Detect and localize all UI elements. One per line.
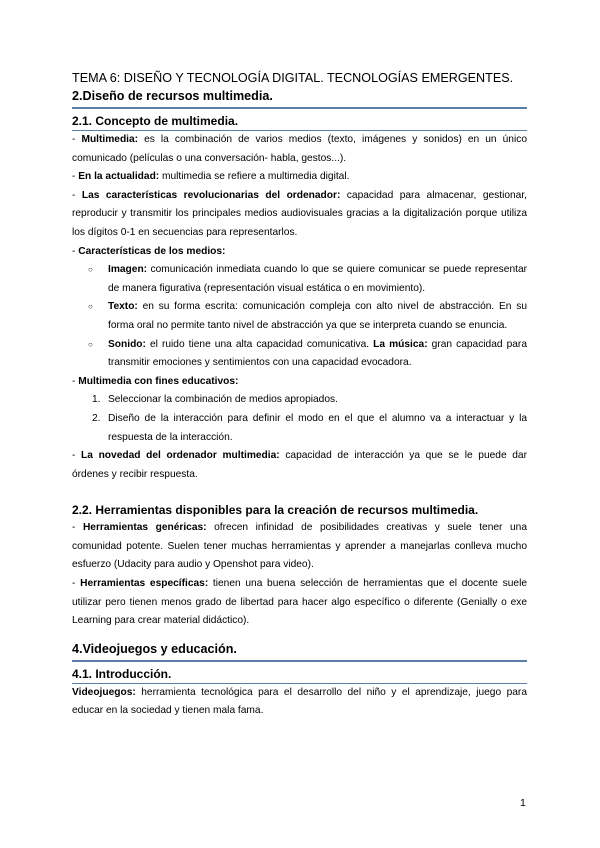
circle-bullet-icon: ○ [88, 339, 93, 349]
paragraph-videojuegos: Videojuegos: herramienta tecnológica para el desarrollo del niño y el aprendizaje, juego para educar en la sociedad y tienen mala fama. [72, 686, 527, 717]
section-heading-videojuegos: 4.Videojuegos y educación. [72, 641, 527, 662]
paragraph-actualidad: - En la actualidad: multimedia se refiere a multimedia digital. [72, 171, 350, 183]
page-number: 1 [520, 797, 526, 809]
paragraph-novedad-ordenador: - La novedad del ordenador multimedia: capacidad de interacción ya que se le puede dar órdenes y recibir respuesta. [72, 450, 527, 480]
term-novedad-ordenador: La novedad del ordenador multimedia: [81, 450, 280, 462]
paragraph-caracteristicas-medios: - Características de los medios: [72, 245, 226, 257]
subsection-heading-concepto: 2.1. Concepto de multimedia. [72, 113, 527, 131]
document-page [72, 70, 527, 721]
paragraph-herramientas-genericas: - Herramientas genéricas: ofrecen infinidad de posibilidades creativas y suele tener una comunidad potente. Suelen tener muchas herramientas y aprender a manejarlas conlleva mucho esfuerzo (Udacity para audio y Openshot para video). [72, 522, 527, 571]
subsection-heading-herramientas: 2.2. Herramientas disponibles para la creación de recursos multimedia. [72, 503, 479, 518]
term-herramientas-genericas: Herramientas genéricas: [82, 522, 207, 534]
circle-bullet-icon: ○ [88, 265, 93, 275]
numbered-item: 2. Diseño de la interacción para definir el modo en el que el alumno va a interactuar y la respuesta de la interacción. [92, 412, 527, 443]
paragraph-fines-educativos: - Multimedia con fines educativos: [72, 375, 239, 387]
term-videojuegos: Videojuegos: [72, 686, 136, 698]
subsection-heading-introduccion: 4.1. Introducción. [72, 666, 527, 684]
list-item: ○ Imagen: comunicación inmediata cuando lo que se quiere comunicar se puede representar de manera figurativa (representación visual estática o en movimiento). [72, 261, 527, 298]
paragraph-herramientas-especificas: - Herramientas específicas: tienen una buena selección de herramientas que el docente suele utilizar pero tienen menos grado de libertad para hacer algo específico o diferente (Genially o exe Learning para crear material didáctico). [72, 578, 527, 627]
list-item: ○ Texto: en su forma escrita: comunicación compleja con alto nivel de abstracción. En su forma oral no permite tanto nivel de abstracción ya que se interpreta cuando se enuncia. [72, 298, 527, 335]
section-heading-multimedia: 2.Diseño de recursos multimedia. [72, 88, 527, 109]
term-actualidad: En la actualidad: [78, 171, 160, 183]
term-fines-educativos: Multimedia con fines educativos: [78, 375, 239, 387]
numbered-item: 1. Seleccionar la combinación de medios apropiados. [92, 394, 338, 406]
document-title: TEMA 6: DISEÑO Y TECNOLOGÍA DIGITAL. TECNOLOGÍAS EMERGENTES. [72, 71, 514, 85]
paragraph-caracteristicas-ordenador: - Las características revolucionarias del ordenador: capacidad para almacenar, gestionar, reproducir y transmitir los principales medios audiovisuales gracias a la digitalización porque utiliza los dígitos 0-1 en secuencias para representarlos. [72, 189, 527, 238]
term-herramientas-especificas: Herramientas específicas: [80, 578, 209, 590]
term-caracteristicas-ordenador: Las características revolucionarias del ordenador: [81, 189, 341, 201]
circle-bullet-icon: ○ [88, 302, 93, 312]
paragraph-multimedia: - Multimedia: es la combinación de varios medios (texto, imágenes y sonidos) en un único comunicado (películas o una conversación- habla, gestos...). [72, 134, 527, 164]
term-caracteristicas-medios: Características de los medios: [78, 245, 226, 257]
list-item: ○ Sonido: el ruido tiene una alta capacidad comunicativa. La música: gran capacidad para transmitir emociones y sentimientos con una capacidad evocadora. [72, 336, 527, 373]
term-multimedia: Multimedia: [81, 134, 139, 145]
